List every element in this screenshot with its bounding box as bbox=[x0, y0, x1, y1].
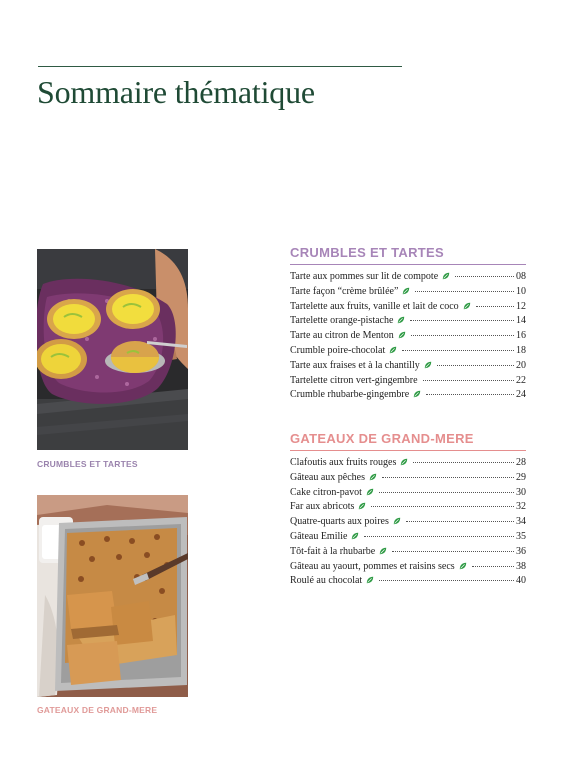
page-number: 32 bbox=[516, 501, 526, 513]
toc-entry[interactable] bbox=[290, 487, 526, 502]
dot-leader bbox=[413, 462, 514, 463]
dot-leader bbox=[382, 477, 514, 478]
page-number: 28 bbox=[516, 457, 526, 468]
toc-section-crumbles bbox=[290, 245, 526, 404]
toc-entry[interactable] bbox=[290, 501, 526, 516]
dot-leader bbox=[406, 521, 514, 522]
dot-leader bbox=[437, 365, 514, 366]
page-number: 20 bbox=[516, 359, 526, 371]
dot-leader bbox=[476, 306, 514, 307]
leaf-icon bbox=[398, 331, 406, 339]
page-number: 08 bbox=[516, 271, 526, 282]
entry-title: Gâteau aux pêches bbox=[290, 471, 365, 483]
toc-entry[interactable] bbox=[290, 286, 526, 301]
page-number: 18 bbox=[516, 344, 526, 356]
leaf-icon bbox=[393, 517, 401, 525]
dot-leader bbox=[455, 276, 514, 277]
page-number: 16 bbox=[516, 330, 526, 342]
dot-leader bbox=[411, 335, 514, 336]
leaf-icon bbox=[379, 547, 387, 555]
entry-title: Clafoutis aux fruits rouges bbox=[290, 457, 397, 468]
toc-entry[interactable] bbox=[290, 561, 526, 576]
dot-leader bbox=[379, 580, 514, 581]
leaf-icon bbox=[402, 287, 410, 295]
page-number: 35 bbox=[516, 530, 526, 542]
entry-title: Far aux abricots bbox=[290, 501, 355, 513]
entry-title: Tarte façon “crème brûlée” bbox=[290, 285, 399, 297]
entry-title: Tartelette aux fruits, vanille et lait de coco bbox=[290, 300, 459, 312]
toc-entry[interactable] bbox=[290, 345, 526, 360]
page-number: 34 bbox=[516, 516, 526, 528]
gateaux-caption: GATEAUX DE GRAND-MERE bbox=[37, 705, 158, 715]
crumbles-caption: CRUMBLES ET TARTES bbox=[37, 459, 138, 469]
page-number: 29 bbox=[516, 471, 526, 483]
page-title: Sommaire thématique bbox=[37, 74, 315, 110]
leaf-icon bbox=[400, 458, 408, 466]
section-heading: GATEAUX DE GRAND-MERE bbox=[290, 431, 526, 451]
entry-title: Tarte aux pommes sur lit de compote bbox=[290, 271, 439, 282]
leaf-icon bbox=[358, 502, 366, 510]
leaf-icon bbox=[424, 361, 432, 369]
toc-entry[interactable] bbox=[290, 531, 526, 546]
page-number: 38 bbox=[516, 560, 526, 572]
toc-entry[interactable] bbox=[290, 360, 526, 375]
toc-section-gateaux bbox=[290, 431, 526, 590]
tartlets-photo bbox=[37, 249, 188, 450]
toc-entry[interactable] bbox=[290, 546, 526, 561]
cake-photo bbox=[37, 495, 188, 697]
toc-entry[interactable] bbox=[290, 575, 526, 590]
entry-title: Roulé au chocolat bbox=[290, 575, 363, 587]
toc-entry[interactable] bbox=[290, 315, 526, 330]
dot-leader bbox=[371, 506, 514, 507]
page-number: 36 bbox=[516, 545, 526, 557]
page-number: 10 bbox=[516, 285, 526, 297]
leaf-icon bbox=[366, 488, 374, 496]
leaf-icon bbox=[369, 473, 377, 481]
section-heading: CRUMBLES ET TARTES bbox=[290, 245, 526, 265]
entry-title: Gâteau Emilie bbox=[290, 530, 348, 542]
leaf-icon bbox=[442, 272, 450, 280]
leaf-icon bbox=[351, 532, 359, 540]
dot-leader bbox=[423, 380, 514, 381]
page-number: 12 bbox=[516, 300, 526, 312]
leaf-icon bbox=[459, 562, 467, 570]
title-rule bbox=[38, 66, 402, 67]
entry-title: Tarte au citron de Menton bbox=[290, 330, 394, 342]
toc-entry[interactable] bbox=[290, 457, 526, 472]
dot-leader bbox=[410, 320, 514, 321]
toc-entry[interactable] bbox=[290, 472, 526, 487]
leaf-icon bbox=[413, 390, 421, 398]
page-number: 14 bbox=[516, 315, 526, 327]
leaf-icon bbox=[366, 576, 374, 584]
dot-leader bbox=[379, 492, 514, 493]
dot-leader bbox=[426, 394, 514, 395]
entry-title: Tartelette orange-pistache bbox=[290, 315, 394, 327]
toc-entry[interactable] bbox=[290, 516, 526, 531]
entry-title: Gâteau au yaourt, pommes et raisins secs bbox=[290, 560, 455, 572]
dot-leader bbox=[392, 551, 514, 552]
entry-title: Tartelette citron vert-gingembre bbox=[290, 374, 418, 386]
entry-title: Quatre-quarts aux poires bbox=[290, 516, 389, 528]
page-number: 24 bbox=[516, 389, 526, 401]
toc-entry[interactable] bbox=[290, 330, 526, 345]
page-number: 30 bbox=[516, 486, 526, 498]
page-number: 22 bbox=[516, 374, 526, 386]
dot-leader bbox=[472, 566, 514, 567]
entry-title: Tarte aux fraises et à la chantilly bbox=[290, 359, 420, 371]
entry-title: Cake citron-pavot bbox=[290, 486, 362, 498]
entry-title: Crumble rhubarbe-gingembre bbox=[290, 389, 410, 401]
page-number: 40 bbox=[516, 575, 526, 587]
toc-list bbox=[290, 457, 526, 590]
leaf-icon bbox=[397, 316, 405, 324]
toc-entry[interactable] bbox=[290, 301, 526, 316]
toc-list bbox=[290, 271, 526, 404]
entry-title: Tôt-fait à la rhubarbe bbox=[290, 545, 376, 557]
dot-leader bbox=[402, 350, 514, 351]
dot-leader bbox=[364, 536, 514, 537]
toc-entry[interactable] bbox=[290, 375, 526, 390]
dot-leader bbox=[415, 291, 514, 292]
toc-entry[interactable] bbox=[290, 271, 526, 286]
entry-title: Crumble poire-chocolat bbox=[290, 344, 386, 356]
leaf-icon bbox=[463, 302, 471, 310]
leaf-icon bbox=[389, 346, 397, 354]
toc-entry[interactable] bbox=[290, 389, 526, 404]
